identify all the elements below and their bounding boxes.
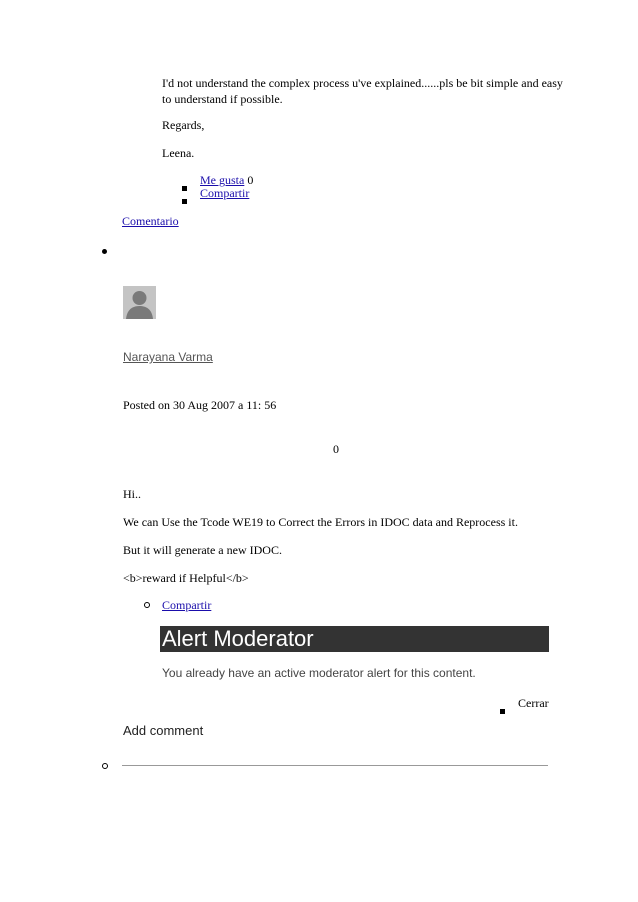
circle-bullet-icon [144,602,150,608]
alert-moderator-title: Alert Moderator [160,626,549,652]
comment-text [162,75,582,107]
square-bullet-icon [500,701,505,719]
alert-message: You already have an active moderator alert for this content. [162,666,476,680]
comment-regards: Regards, [162,118,205,132]
circle-bullet-icon [102,763,108,769]
avatar[interactable] [123,286,156,319]
like-count: 0 [247,173,254,187]
answer-body-line2: But it will generate a new IDOC. [123,543,282,557]
comment-text-line2: to understand if possible. [162,92,283,106]
divider [122,765,548,766]
comment-text-line1: I'd not understand the complex process u've explained......pls be bit simple and easy [162,76,563,90]
author-link[interactable]: Narayana Varma [123,350,213,364]
answer-greeting: Hi.. [123,487,141,501]
answer-body-line3: <b>reward if Helpful</b> [123,571,249,585]
comment-link[interactable]: Comentario [122,214,179,228]
disc-bullet-icon [102,249,107,254]
add-comment-link[interactable]: Add comment [123,723,204,738]
posted-date: Posted on 30 Aug 2007 a 11: 56 [123,398,277,412]
like-link[interactable]: Me gusta [200,173,245,187]
square-bullet-icon [182,191,187,209]
share-link[interactable]: Compartir [200,186,250,200]
comment-signature: Leena. [162,146,195,160]
answer-body-line1: We can Use the Tcode WE19 to Correct the Errors in IDOC data and Reprocess it. [123,515,518,529]
vote-count: 0 [333,442,339,456]
answer-share-link[interactable]: Compartir [162,598,212,612]
user-silhouette-icon [123,286,156,319]
close-button[interactable]: Cerrar [518,696,549,710]
